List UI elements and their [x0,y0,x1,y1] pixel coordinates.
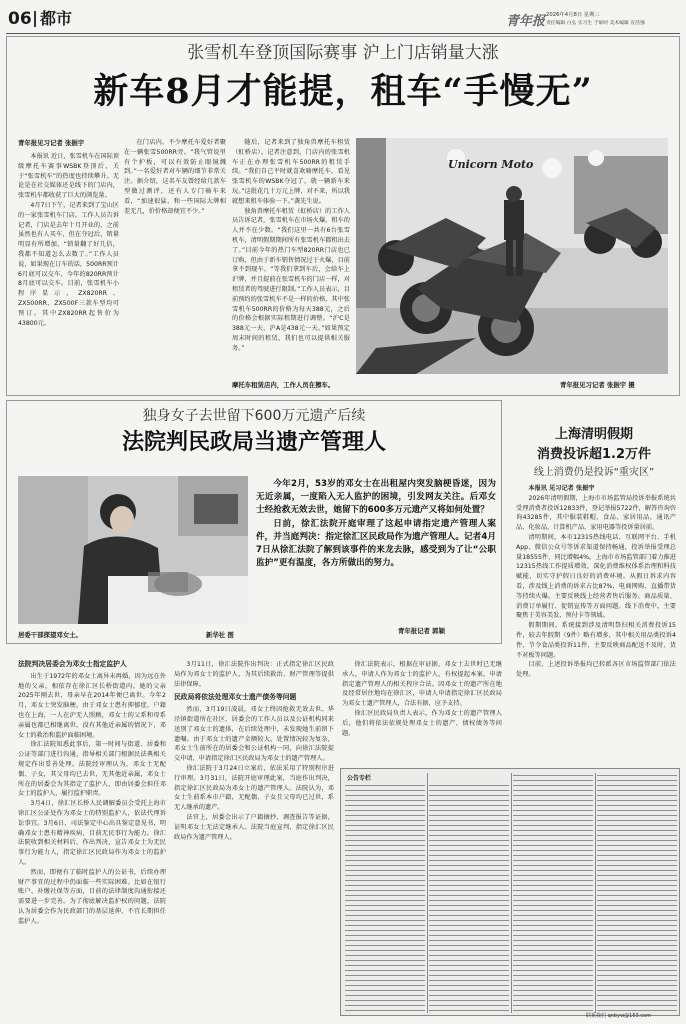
notice-column [597,773,677,1011]
story3-byline: 本报讯 见习记者 张振宇 [528,485,595,492]
page-number: 06 [8,9,32,29]
story2-col3 [342,660,502,760]
story2-subhead: 民政局将依法处理邓女士遗产债务等问题 [174,693,297,702]
editor-line: 责任编辑 白弘 实习生 于硕时 美术编辑 宣浩强 [546,21,645,26]
hospital-photo [18,476,248,624]
shop-sign: Unicorn Moto [448,158,534,171]
motorcycle-illustration [356,138,668,374]
header-rule [6,33,680,34]
story1-col1 [18,152,119,392]
notice-divider [595,773,596,1013]
notice-column [513,773,593,1011]
story3-body [516,484,676,756]
page-header [0,0,686,34]
date-line: 2026年4月8日 星期三 [546,12,600,18]
story2-paragraph: 徐汇法院于3月24日立案后，依法采用了特别程序进行审理。3月31日，法院开庭审理此案，当庭作出判决，指定徐汇区民政局为邓女士的遗产管理人。法院认为，邓女士生前系本市户籍，无配偶、子女且父母均已过世，系无人继承的遗产。 [174,764,334,812]
story2-lead-paragraph: 日前，徐汇法院开庭审理了这起申请指定遗产管理人案件，并当庭判决：指定徐汇区民政局作为遗产管理人。记者4月7日从徐汇法院了解到该事件的来龙去脉，感受到为了让“公职监护”更有温度，各方所做出的努力。 [256,518,496,569]
motorcycle-shop-photo [356,138,668,374]
story2-col2 [174,660,334,1024]
story2-photo-caption: 居委干部探望邓女士。 [18,631,82,639]
story1-photo-credit: 青年报见习记者 张振宇 摄 [560,381,635,389]
story1-paragraph: 随后，记者来到了独角兽摩托车租赁（虹桥店）。记者注意到，门店内的张雪机车正在办理张雪机车500RR的租赁手续。“我们自己平时就喜欢骑摩托车，看见张雪机车的WSBK夺冠了，就一辆新车来玩。”这批花几十万元上牌，对不来，所以我就想来租车体验一下。”龚先生说。 [232,139,350,205]
story3-paragraph: 2026年清明假期，上海市市场监管局投诉举报系统共受理消费者投诉12833件，登记举报5722件，解答咨询咨询43285件，其中服装鞋帽、食品、家居用品、通讯产品、化妆品、计算机产品、家用电器等投诉量居前。 [516,494,676,532]
hospital-illustration [18,476,248,624]
notice-title: 公告专栏 [347,775,372,782]
story2-lead [256,478,496,570]
story2-paragraph: 然而，3月19日凌晨，邓女士终因抢救无效去世。华泾镇街道所在社区、居委会的工作人员以及公证机构同来送别了邓女士的遗体，在后续处理中，未发现她生前留下遗嘱。由于邓女士的遗产金额较大，处置情况较为复杂，邓女士生前所在的居委会和公证机构一同，向徐汇法院提交申请，申请指定徐汇区民政局为邓女士的遗产管理人。 [174,706,334,763]
story2-kicker: 独身女子去世留下600万元遗产后续 [142,408,366,424]
notice-column [345,783,425,1011]
story3-paragraph: 清明期间，本市12315热线电话、互联网平台、手机App、微信公众号等诉求渠道保持畅通，投诉举报受理总量18555件，同比增幅4%。上海市市场监管部门着力推进12315热线工作提质增效，深化消费维权体系治理和科技赋能，切实守护假日良好的消费环境。从假日诉求内容看，涉及线上消费的诉求占比87%，电商网购、直播带货等持续火爆，主要反映线上经营者售后服务、商品质量、消费订单履行、促销宣传等方面问题。线下消费中，主要聚焦于美容美发、预付卡等领域。 [516,533,676,620]
story2-paragraph: 徐汇法院表示，根据在审证据，邓女士去世时已无继承人，申请人作为邓女士的监护人，有权提起本案，申请指定遗产管理人的相关程序合法。因邓女士的遗产所在地及经常居住地均在徐汇区，申请人申请指定徐汇区民政局为邓女士遗产管理人，合法有据，应予支持。 [342,661,502,708]
story1-paragraph: 本报讯 近日，张雪机车在国际顶级摩托车赛事WSBK登顶后，关于“张雪机车”的热度也持续攀升。无论是在社交媒体还是线下的门店内，张雪机车都收获了巨大的浏览量。 [18,153,119,200]
footer-contact: 联系我们 qnbyw@163.com [586,1013,651,1019]
story3-headline: 消费投诉超1.2万件 [536,447,652,462]
story3-kicker: 上海清明假期 [554,427,633,442]
story1-paragraph: 独角兽摩托车租赁（虹桥店）的工作人员告诉记者，张雪机车在市场火爆，租车的人并不在少数。“我们这里一共有6台张雪机车，清明假期期间所有张雪机车都租出去了。”目前今年的热门车型820RR门店也已订购，但由于新车销售情况过于火爆，目前拿不到现车。“等我们拿到车后，会给车上沪牌，并且提前在张雪机车的门店一样，对租赁者的驾驶进行限制。”工作人员表示，目前预约的张雪机车不是一样的价格，其中张雪机车500RR的价格为每天388元，之后的价格会根据实际租期进行调整。“沪C是388元一天，沪A是438元一天。”如果预定周末时间的租赁，我们也可以提供相关服务。” [232,207,350,352]
story2-photo-credit: 新华社 图 [206,631,234,639]
story2-headline: 法院判民政局当遗产管理人 [121,430,386,455]
story1-byline: 青年报见习记者 张振宇 [18,139,85,147]
notice-column [429,783,509,1011]
story2-lead-paragraph: 今年2月，53岁的邓女士在出租屋内突发脑梗昏迷，因为无近亲属，一度陷入无人监护的困境，引发网友关注。后邓女士经抢救无效去世，她留下的600多万元遗产又将如何处置？ [256,479,496,516]
story2-paragraph: 徐汇法院知悉此事后，第一时间与街道、居委和公证等部门进行沟通，指导相关部门根据民法典相关规定作出妥善处理。法院经审理认为，邓女士无配偶、子女，其父母均已去世，无其他近亲属，邓女士所在的居委会为其指定了监护人，即由居委会担任邓女士的监护人，履行监护职责。 [18,741,166,798]
brand-logo: 青年报 [506,14,546,29]
story2-subhead: 法院判决居委会为邓女士指定监护人 [18,660,127,668]
notice-divider [511,773,512,1013]
story3-paragraph: 目前，上述投诉举报均已转派各区市场监管部门依法处理。 [516,661,676,679]
story1-headline: 新车8月才能提，租车“手慢无” [93,71,593,112]
story2-paragraph: 法官上，居委会出示了户籍摘抄、调查报告等证据，证明邓女士无法定继承人。法院当庭宣判，指定徐汇区民政局作为遗产管理人。 [174,813,334,841]
notice-divider [427,773,428,1013]
story2-paragraph: 徐汇区民政局负责人表示，作为邓女士的遗产管理人后，他们将依法依规处理邓女士的遗产、债权债务等问题。 [342,709,502,737]
story2-paragraph: 3月4日，徐汇区长桥人民调解委员会受托上海市徐汇区公证处作为邓女士的特别监护人，依法代理诉讼事宜。3月6日，司法鉴定中心出具鉴定意见书，明确邓女士患有精神疾病，目前无民事行为能力。徐汇法院收到相关材料后，作出判决，宣告邓女士为无民事行为能力人，指定徐汇区民政局作为邓女士的监护人。 [18,800,166,866]
story2-byline: 青年报记者 郭颖 [398,627,445,635]
story2-paragraph: 3月11日，徐汇法院作出判决：正式指定徐汇区民政局作为邓女士的监护人，为其后续救治、财产管理等提供法律保障。 [174,661,334,688]
story1-kicker: 张雪机车登顶国际赛事 沪上门店销量大涨 [187,43,499,63]
notice-area [340,768,680,1016]
story2-col1 [18,660,166,1020]
story3-paragraph: 假期期间，系统接到涉及清明祭扫相关消费投诉15件，较去年假期（9件）略有增多，其中相关用品类投诉4件、节令食品类投诉11件，主要反映商品配送不及时、货不对板等问题。 [516,622,676,659]
story1-col2 [124,138,226,390]
story1-paragraph: 在门店内，不少摩托车爱好者聚在一辆张雪500RR旁。“我气管说里有个护板，可以有效防止眼镜溅到。”一名爱好者对车辆的细节非常关注。据介绍，这名车友曾经给几款车型做过测评，还有人专门骑车来看，“加速很猛，和一些国际大牌相差无几，价价格却便宜不少。” [124,139,226,215]
header-divider [34,11,36,27]
story3-subhead: 线上消费仍是投诉“重灾区” [533,467,655,478]
section-name: 都市 [40,9,73,28]
story2-paragraph: 出生于1972年的邓女士离异未再婚，因为远在外地的父亲，相依存在徐汇区长桥街道内。她的父亲2025年刚去世，母亲早在2014年便已离世。今年2月，邓女士突发脑梗，由于邓女士患有抑郁症，户籍也在上海，一人在沪无人照顾，邓女士的父系和母系亲属也都已相继离世，没有其他近亲属的情况下，邓女士的救治和监护面临困境。 [18,672,166,739]
story2-paragraph: 然而，即便有了临时监护人的公证书，后续办理财产事宜的过程中仍面临一些实际困难。比如在银行账户、补缴社保等方面，目前的法律制度沟通衔接还需要进一步完善。为了彻底解决监护权的问题，法院认为居委会作为民政部门的基层延伸，不宜长期担任监护人。 [18,868,166,925]
story1-paragraph: 4月7日下午，记者来到了宝山区的一家张雪机车门店。工作人员告诉记者，门店是去年十月开业的，之前虽然也有人买车，但在夺冠后，销量明显有所增加，“销量翻了好几倍，我都不知道怎么去数了。”工作人员说，如果现在订车的话，500RR预计6月底可以交车，今年的820RR预计8月底可以交车。目前，张雪机车小程序显示，ZX820RR、ZX500RR、ZX500F三款车型均可预订。其中ZX820RR起售价为43800元。 [18,201,119,327]
story1-photo-caption: 摩托车租赁店内，工作人员在擦车。 [232,381,335,389]
story1-col3 [232,138,350,370]
